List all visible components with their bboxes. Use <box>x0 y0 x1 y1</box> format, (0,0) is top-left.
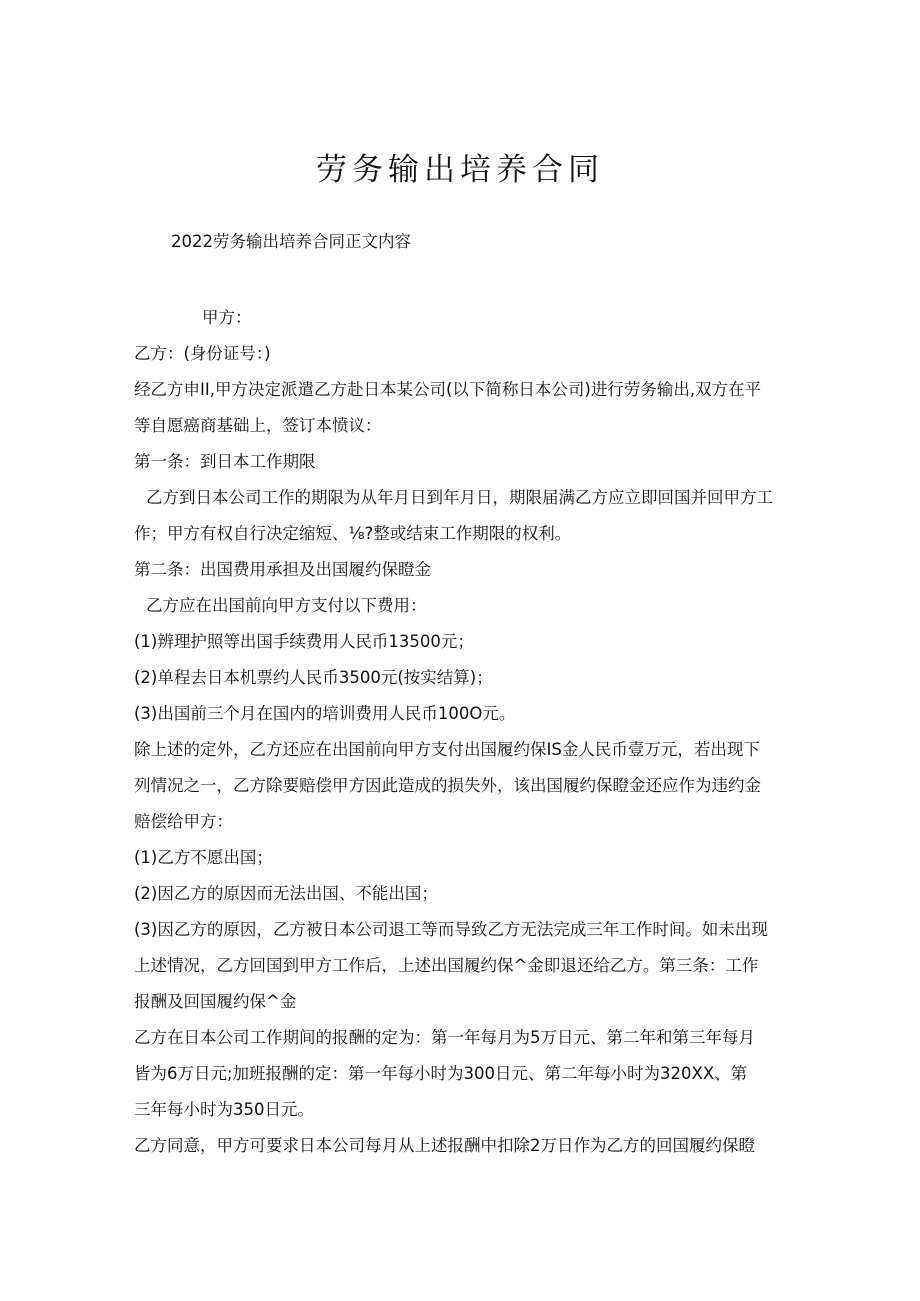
party-b-line: 乙方：(身份证号：) <box>134 344 271 363</box>
paragraph-line: 经乙方申II,甲方决定派遣乙方赴日本某公司(以下简称日本公司)进行劳务输出,双方在平 <box>134 380 762 399</box>
paragraph-line: 乙方同意，甲方可要求日本公司每月从上述报酬中扣除2万日作为乙方的回国履约保瞪 <box>134 1136 755 1155</box>
article-heading: 第一条：到日本工作期限 <box>134 452 316 471</box>
list-item: (1)乙方不愿出国； <box>134 848 273 867</box>
paragraph-line: 作；甲方有权自行决定缩短、⅛?整或结束工作期限的权利。 <box>134 524 572 543</box>
paragraph-line: 皆为6万日元;加班报酬的定：第一年每小时为300日元、第二年每小时为320XX、第 <box>134 1064 748 1083</box>
paragraph-line: 乙方应在出国前向甲方支付以下费用： <box>146 596 427 615</box>
list-item: (2)单程去日本机票约人民币3500元(按实结算)； <box>134 668 493 687</box>
document-subtitle: 2022劳务输出培养合同正文内容 <box>171 232 411 251</box>
paragraph-line: 上述情况，乙方回国到甲方工作后，上述出国履约保^金即退还给乙方。第三条：工作 <box>134 956 759 975</box>
document-title: 劳务输出培养合同 <box>316 152 604 188</box>
paragraph-line: 乙方在日本公司工作期间的报酬的定为：第一年每月为5万日元、第二年和第三年每月 <box>134 1028 755 1047</box>
paragraph-line: 列情况之一，乙方除要赔偿甲方因此造成的损失外，该出国履约保瞪金还应作为违约金 <box>134 776 761 795</box>
paragraph-line: 赔偿给甲方： <box>134 812 233 831</box>
document-body <box>134 300 788 1164</box>
paragraph-line: 除上述的定外，乙方还应在出国前向甲方支付出国履约保IS金人民币壹万元，若出现下 <box>134 740 760 759</box>
party-a-line: 甲方： <box>202 308 252 327</box>
paragraph-line: 乙方到日本公司工作的期限为从年月日到年月日，期限届满乙方应立即回国并回甲方工 <box>146 488 773 507</box>
list-item: (3)出国前三个月在国内的培训费用人民币100O元。 <box>134 704 516 723</box>
list-item: (1)辨理护照等出国手续费用人民币13500元； <box>134 632 474 651</box>
list-item: (3)因乙方的原因，乙方被日本公司退工等而导致乙方无法完成三年工作时间。如未出现 <box>134 920 768 939</box>
paragraph-line: 等自愿癌商基础上，签订本愤议： <box>134 416 382 435</box>
paragraph-line: 报酬及回国履约保^金 <box>134 992 297 1011</box>
paragraph-line: 三年每小时为350日元。 <box>134 1100 314 1119</box>
article-heading: 第二条：出国费用承担及出国履约保瞪金 <box>134 560 431 579</box>
list-item: (2)因乙方的原因而无法出国、不能出国； <box>134 884 438 903</box>
